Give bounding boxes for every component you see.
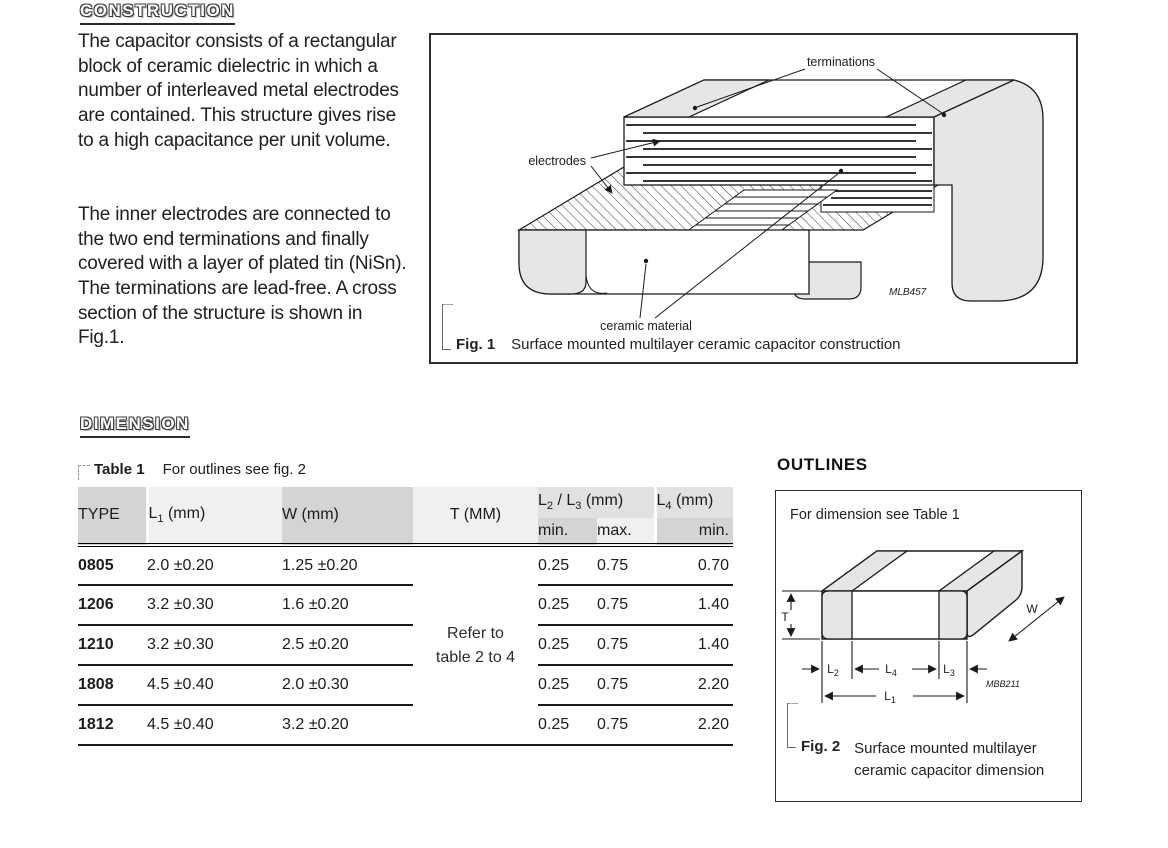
- cell-w: 1.6 ±0.20: [282, 585, 413, 625]
- cell-max: 0.75: [597, 665, 655, 705]
- cell-max: 0.75: [597, 585, 655, 625]
- fig1-drawing-code: MLB457: [889, 287, 927, 298]
- electrode-stack-lower: [821, 185, 934, 212]
- cell-min: 0.25: [538, 585, 597, 625]
- cell-l4: 1.40: [655, 625, 733, 665]
- col-header-type: TYPE: [78, 487, 147, 545]
- fig2-note: For dimension see Table 1: [790, 507, 960, 523]
- fig1-caption: [456, 336, 901, 353]
- cell-w: 3.2 ±0.20: [282, 705, 413, 745]
- table1-tag-line: [94, 461, 306, 478]
- fig1-caption-tag: Fig. 1: [456, 336, 496, 353]
- cell-min: 0.25: [538, 545, 597, 585]
- construction-heading: CONSTRUCTION: [80, 1, 235, 25]
- cell-w: 2.5 ±0.20: [282, 625, 413, 665]
- t-column-note: Refer to table 2 to 4: [413, 545, 538, 745]
- cell-l1: 4.5 ±0.40: [147, 665, 282, 705]
- col-header-w: W (mm): [282, 487, 413, 545]
- termination-right: [934, 80, 1043, 301]
- subheader-l2l3-min: min.: [538, 518, 597, 545]
- cell-l4: 1.40: [655, 585, 733, 625]
- fig2-caption-line2: ceramic capacitor dimension: [854, 762, 1045, 779]
- dim-label-l4: $L_4$: [885, 662, 897, 678]
- fig1-box: [429, 33, 1078, 364]
- fig2-caption: [801, 738, 1044, 782]
- col-header-l2l3: $L_2 / L_3$ (mm): [538, 487, 655, 518]
- dim-label-l1: $L_1$: [884, 689, 896, 705]
- subheader-l2l3-max: max.: [597, 518, 655, 545]
- table-row: [78, 705, 733, 745]
- terminations-label: terminations: [806, 55, 876, 69]
- dim-label-l2: $L_2$: [827, 662, 839, 678]
- cell-max: 0.75: [597, 625, 655, 665]
- cell-type: 1210: [78, 625, 147, 665]
- col-header-l1: $L_1$ (mm): [147, 487, 282, 545]
- cell-l1: 3.2 ±0.30: [147, 585, 282, 625]
- table1-bracket: [78, 465, 90, 480]
- termination-front-left: [822, 591, 852, 639]
- cell-max: 0.75: [597, 705, 655, 745]
- fig1-caption-bracket: [442, 304, 453, 350]
- cell-max: 0.75: [597, 545, 655, 585]
- fig2-caption-tag: Fig. 2: [801, 738, 841, 755]
- cell-l4: 2.20: [655, 705, 733, 745]
- table-row: [78, 665, 733, 705]
- termination-front-left: [519, 230, 586, 294]
- fig2-caption-line1: Surface mounted multilayer: [854, 740, 1037, 757]
- cell-type: 1808: [78, 665, 147, 705]
- table-row: [78, 585, 733, 625]
- fig2-drawing-code: MBB211: [986, 679, 1020, 689]
- electrode-stack: [624, 117, 934, 185]
- cell-l4: 2.20: [655, 665, 733, 705]
- fig1-drawing: [431, 35, 1076, 362]
- cell-min: 0.25: [538, 665, 597, 705]
- table1-tag-note: For outlines see fig. 2: [162, 461, 306, 478]
- dim-label-w: W: [1026, 602, 1038, 616]
- cell-l4: 0.70: [655, 545, 733, 585]
- termination-front-right: [939, 591, 967, 639]
- table-row: [78, 545, 733, 585]
- dim-label-l3: $L_3$: [943, 662, 955, 678]
- cell-w: 1.25 ±0.20: [282, 545, 413, 585]
- table1-tag: Table 1: [94, 461, 145, 478]
- construction-paragraph-1: The capacitor consists of a rectangular block of ceramic dielectric in which a number of interleaved metal electrodes are contained. This structure gives rise to a high capacitance per unit volume.: [78, 31, 399, 151]
- col-header-t: T (MM): [413, 487, 538, 545]
- cell-type: 1812: [78, 705, 147, 745]
- dim-label-t: T: [781, 610, 789, 624]
- fig1-caption-text: Surface mounted multilayer ceramic capacitor construction: [511, 336, 901, 353]
- cell-w: 2.0 ±0.30: [282, 665, 413, 705]
- cell-type: 0805: [78, 545, 147, 585]
- cell-l1: 2.0 ±0.20: [147, 545, 282, 585]
- cell-min: 0.25: [538, 625, 597, 665]
- dimension-table: [78, 487, 733, 746]
- cell-l1: 4.5 ±0.40: [147, 705, 282, 745]
- outlines-heading: OUTLINES: [777, 455, 868, 474]
- chip-outline: [822, 551, 1022, 639]
- table-row: [78, 625, 733, 665]
- fig2-caption-bracket: [787, 703, 798, 748]
- cell-type: 1206: [78, 585, 147, 625]
- dimension-heading: DIMENSION: [80, 414, 190, 438]
- cell-l1: 3.2 ±0.30: [147, 625, 282, 665]
- fig2-box: [775, 490, 1082, 802]
- col-header-l4: $L_4$ (mm): [655, 487, 733, 518]
- subheader-l4-min: min.: [655, 518, 733, 545]
- construction-paragraph-2: The inner electrodes are connected to the two end terminations and finally covered with a layer of plated tin (NiSn). The terminations are lead-free. A cross section of the structure is shown in Fig.1.: [78, 204, 407, 349]
- ceramic-material-label: ceramic material: [600, 319, 692, 333]
- electrodes-label: electrodes: [528, 154, 586, 168]
- cell-min: 0.25: [538, 705, 597, 745]
